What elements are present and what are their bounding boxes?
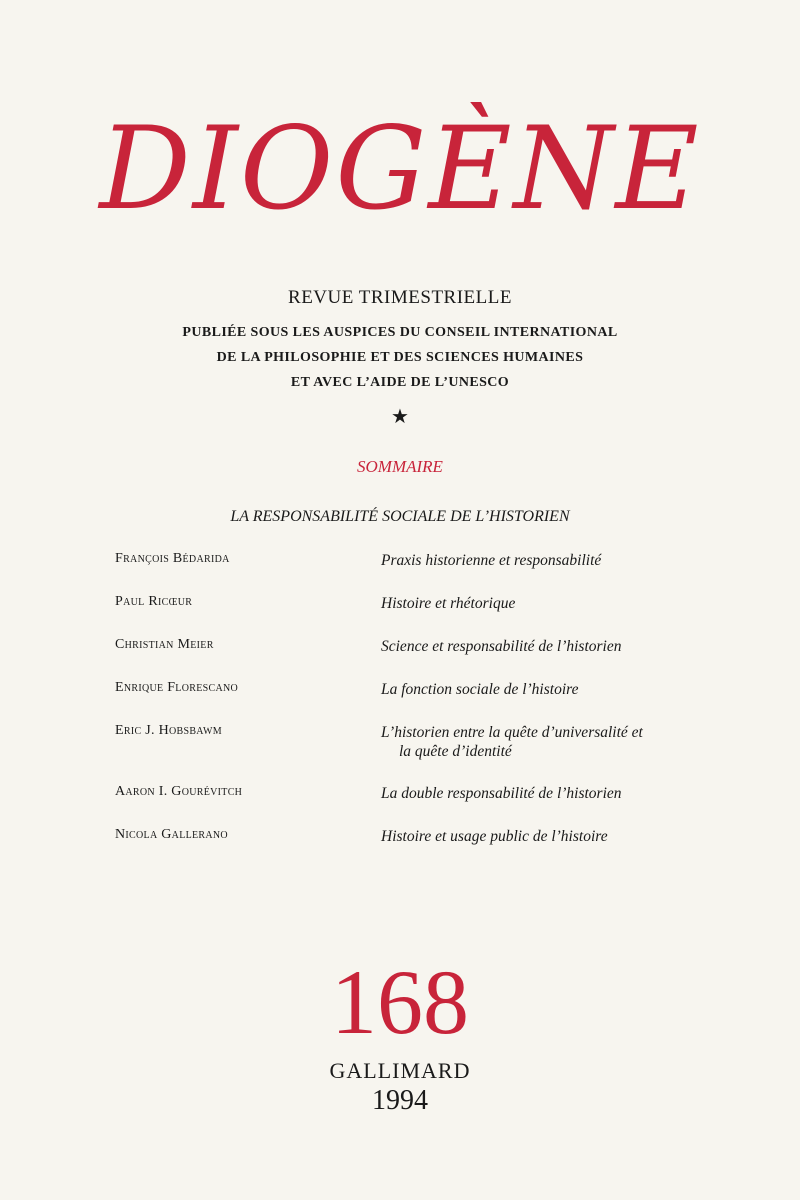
issue-theme: LA RESPONSABILITÉ SOCIALE DE L’HISTORIEN — [230, 508, 570, 525]
sommaire-heading: SOMMAIRE — [357, 457, 443, 476]
masthead-title: DIOGÈNE — [99, 102, 701, 235]
toc-title: Histoire et usage public de l’histoire — [381, 828, 608, 845]
toc-author: Aaron I. Gourévitch — [115, 784, 243, 799]
toc-author: Christian Meier — [115, 637, 214, 652]
sponsor-line: ET AVEC L’AIDE DE L’UNESCO — [290, 375, 510, 390]
toc-title: Science et responsabilité de l’historien — [381, 638, 622, 655]
issue-number: 168 — [331, 951, 469, 1053]
toc-author: Paul Ricœur — [115, 594, 193, 609]
toc-title: L’historien entre la quête d’universalité et la quête d’identité — [381, 724, 643, 760]
publisher-name: GALLIMARD — [329, 1058, 471, 1083]
toc-title: Histoire et rhétorique — [381, 595, 516, 612]
star-ornament-icon: ★ — [391, 404, 409, 428]
publication-year: 1994 — [372, 1085, 428, 1116]
sponsor-line: PUBLIÉE SOUS LES AUSPICES DU CONSEIL INTERNATIONAL — [182, 325, 618, 340]
toc-title: La fonction sociale de l’histoire — [381, 681, 579, 698]
toc-author: Eric J. Hobsbawm — [115, 723, 222, 738]
toc-author: Enrique Florescano — [115, 680, 239, 695]
sponsor-line: DE LA PHILOSOPHIE ET DES SCIENCES HUMAINES — [216, 350, 584, 365]
journal-subtitle: REVUE TRIMESTRIELLE — [288, 287, 512, 308]
toc-title: La double responsabilité de l’historien — [381, 785, 622, 802]
toc-author: François Bédarida — [115, 551, 230, 566]
toc-author: Nicola Gallerano — [115, 827, 228, 842]
toc-title: Praxis historienne et responsabilité — [381, 552, 602, 569]
